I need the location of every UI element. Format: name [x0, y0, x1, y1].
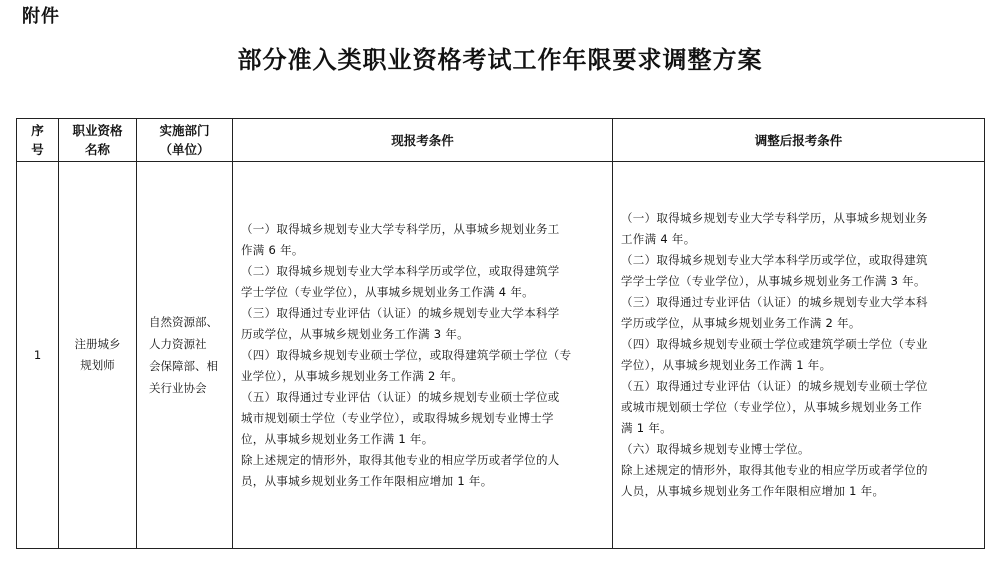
adjusted-line: （六）取得城乡规划专业博士学位。 — [621, 442, 810, 456]
header-dept-line2: （单位） — [159, 142, 210, 157]
adjusted-line: 除上述规定的情形外，取得其他专业的相应学历或者学位的 — [621, 463, 928, 477]
adjusted-line: （三）取得通过专业评估（认证）的城乡规划专业大学本科 — [621, 295, 928, 309]
header-seq-line1: 序 — [31, 123, 44, 138]
current-line: 学士学位（专业学位），从事城乡规划业务工作满 4 年。 — [241, 284, 534, 299]
table-row — [17, 162, 985, 549]
adjusted-line: （五）取得通过专业评估（认证）的城乡规划专业硕士学位 — [621, 379, 928, 393]
current-line: 员，从事城乡规划业务工作年限相应增加 1 年。 — [241, 473, 493, 488]
dept-line: 关行业协会 — [149, 381, 207, 395]
adjusted-line: 学位），从事城乡规划业务工作满 1 年。 — [621, 358, 832, 372]
cell-qualification-name — [59, 162, 137, 549]
name-line1: 注册城乡 — [74, 337, 121, 351]
header-adjusted-conditions: 调整后报考条件 — [613, 119, 985, 162]
header-department — [137, 119, 233, 162]
name-line2: 规划师 — [80, 358, 115, 372]
header-seq — [17, 119, 59, 162]
cell-current-conditions — [233, 162, 613, 549]
adjusted-line: （一）取得城乡规划专业大学专科学历，从事城乡规划业务 — [621, 211, 928, 225]
requirements-table — [16, 118, 985, 549]
dept-line: 会保障部、相 — [149, 359, 218, 373]
current-line: （五）取得通过专业评估（认证）的城乡规划专业硕士学位或 — [241, 389, 560, 404]
dept-line: 人力资源社 — [149, 337, 207, 351]
current-line: （二）取得城乡规划专业大学本科学历或学位，或取得建筑学 — [241, 263, 560, 278]
header-dept-line1: 实施部门 — [159, 123, 210, 138]
adjusted-line: 工作满 4 年。 — [621, 232, 696, 246]
cell-department — [137, 162, 233, 549]
dept-line: 自然资源部、 — [149, 315, 218, 329]
current-line: （一）取得城乡规划专业大学专科学历，从事城乡规划业务工 — [241, 221, 560, 236]
current-line: 除上述规定的情形外，取得其他专业的相应学历或者学位的人 — [241, 452, 560, 467]
adjusted-line: 人员，从事城乡规划业务工作年限相应增加 1 年。 — [621, 484, 885, 498]
document-title: 部分准入类职业资格考试工作年限要求调整方案 — [237, 46, 763, 74]
header-name-line2: 名称 — [84, 142, 110, 157]
adjusted-line: 学历或学位，从事城乡规划业务工作满 2 年。 — [621, 316, 861, 330]
adjusted-line: （四）取得城乡规划专业硕士学位或建筑学硕士学位（专业 — [621, 337, 928, 351]
adjusted-line: 满 1 年。 — [621, 421, 672, 435]
cell-seq: 1 — [17, 162, 59, 549]
table-header-row — [17, 119, 985, 162]
annex-label: 附件 — [22, 6, 60, 27]
current-line: 城市规划硕士学位（专业学位），或取得城乡规划专业博士学 — [241, 410, 554, 425]
current-line: 业学位），从事城乡规划业务工作满 2 年。 — [241, 368, 464, 383]
adjusted-line: （二）取得城乡规划专业大学本科学历或学位，或取得建筑 — [621, 253, 928, 267]
current-line: 位，从事城乡规划业务工作满 1 年。 — [241, 431, 434, 446]
cell-adjusted-conditions — [613, 162, 985, 549]
current-line: 历或学位，从事城乡规划业务工作满 3 年。 — [241, 326, 469, 341]
adjusted-line: 或城市规划硕士学位（专业学位），从事城乡规划业务工作 — [621, 400, 923, 414]
header-seq-line2: 号 — [31, 142, 44, 157]
current-line: （三）取得通过专业评估（认证）的城乡规划专业大学本科学 — [241, 305, 560, 320]
adjusted-line: 学学士学位（专业学位），从事城乡规划业务工作满 3 年。 — [621, 274, 926, 288]
header-qualification-name — [59, 119, 137, 162]
header-current-conditions: 现报考条件 — [233, 119, 613, 162]
header-name-line1: 职业资格 — [72, 123, 123, 138]
current-line: 作满 6 年。 — [241, 242, 304, 257]
current-line: （四）取得城乡规划专业硕士学位，或取得建筑学硕士学位（专 — [241, 347, 572, 362]
